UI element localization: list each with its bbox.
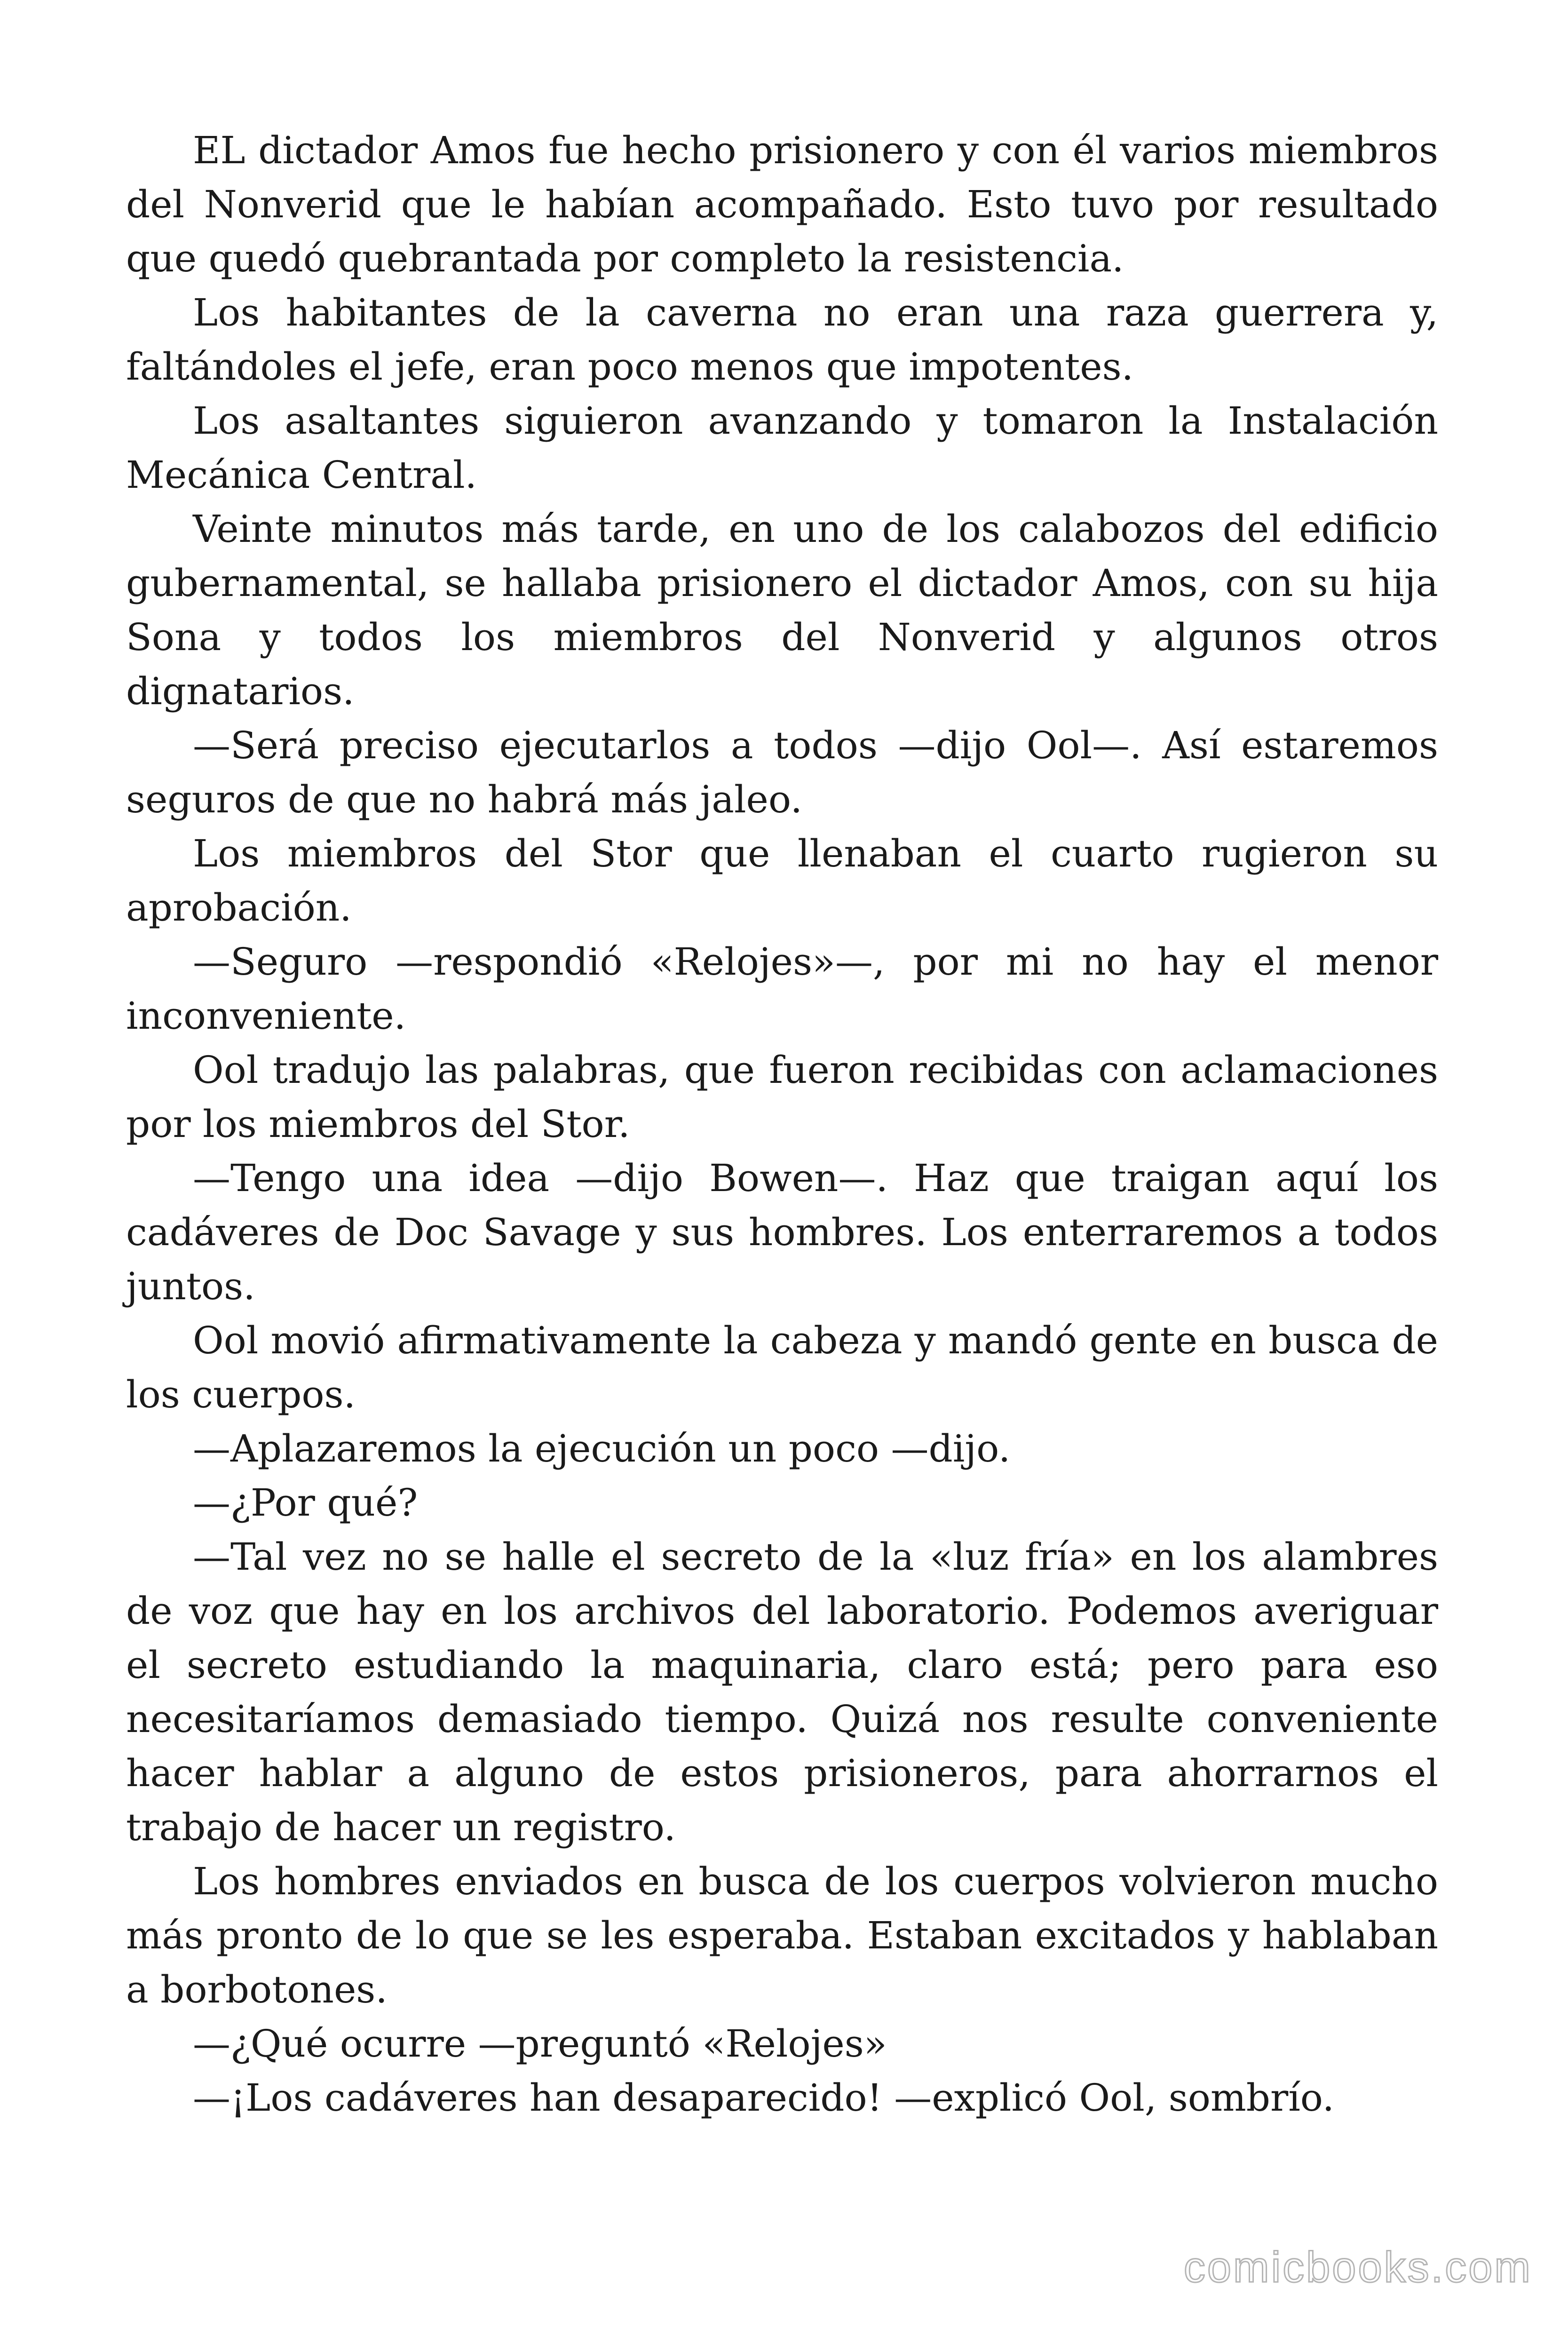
paragraph: —Seguro —respondió «Relojes»—, por mi no hay el menor inconveniente. bbox=[126, 940, 1438, 1038]
paragraph: —Será preciso ejecutarlos a todos —dijo Ool—. Así estaremos seguros de que no habrá más jaleo. bbox=[126, 723, 1438, 821]
paragraph: Los asaltantes siguieron avanzando y tomaron la Instalación Mecánica Central. bbox=[126, 399, 1438, 497]
paragraph: —Tengo una idea —dijo Bowen—. Haz que traigan aquí los cadáveres de Doc Savage y sus hombres. Los enterraremos a todos juntos. bbox=[126, 1156, 1438, 1308]
body-text bbox=[126, 123, 1438, 2125]
paragraph: Ool movió afirmativamente la cabeza y mandó gente en busca de los cuerpos. bbox=[126, 1319, 1438, 1416]
paragraph: —Tal vez no se halle el secreto de la «luz fría» en los alambres de voz que hay en los archivos del laboratorio. Podemos averiguar el secreto estudiando la maquinaria, claro está; pero para eso necesitaríamos demasiado tiempo. Quizá nos resulte conveniente hacer hablar a alguno de estos prisioneros, para ahorrarnos el trabajo de hacer un registro. bbox=[126, 1535, 1438, 1849]
paragraph: Los habitantes de la caverna no eran una raza guerrera y, faltándoles el jefe, eran poco menos que impotentes. bbox=[126, 291, 1438, 389]
paragraph: —Aplazaremos la ejecución un poco —dijo. bbox=[193, 1427, 1011, 1470]
paragraph: —¿Por qué? bbox=[193, 1481, 418, 1525]
paragraph: Ool tradujo las palabras, que fueron recibidas con aclamaciones por los miembros del Stor. bbox=[126, 1048, 1438, 1146]
paragraph: —¿Qué ocurre —preguntó «Relojes» bbox=[193, 2022, 887, 2066]
paragraph: Los hombres enviados en busca de los cuerpos volvieron mucho más pronto de lo que se les esperaba. Estaban excitados y hablaban a borbotones. bbox=[126, 1859, 1438, 2011]
paragraph: EL dictador Amos fue hecho prisionero y con él varios miembros del Nonverid que le habían acompañado. Esto tuvo por resultado que quedó quebrantada por completo la resistencia. bbox=[126, 128, 1438, 280]
paragraph: —¡Los cadáveres han desaparecido! —explicó Ool, sombrío. bbox=[193, 2076, 1334, 2120]
paragraph: Los miembros del Stor que llenaban el cuarto rugieron su aprobación. bbox=[126, 832, 1438, 930]
watermark: comicbooks.com bbox=[1183, 2243, 1532, 2291]
paragraph: Veinte minutos más tarde, en uno de los calabozos del edificio gubernamental, se hallaba prisionero el dictador Amos, con su hija Sona y todos los miembros del Nonverid y algunos otros dignatarios. bbox=[126, 507, 1438, 713]
